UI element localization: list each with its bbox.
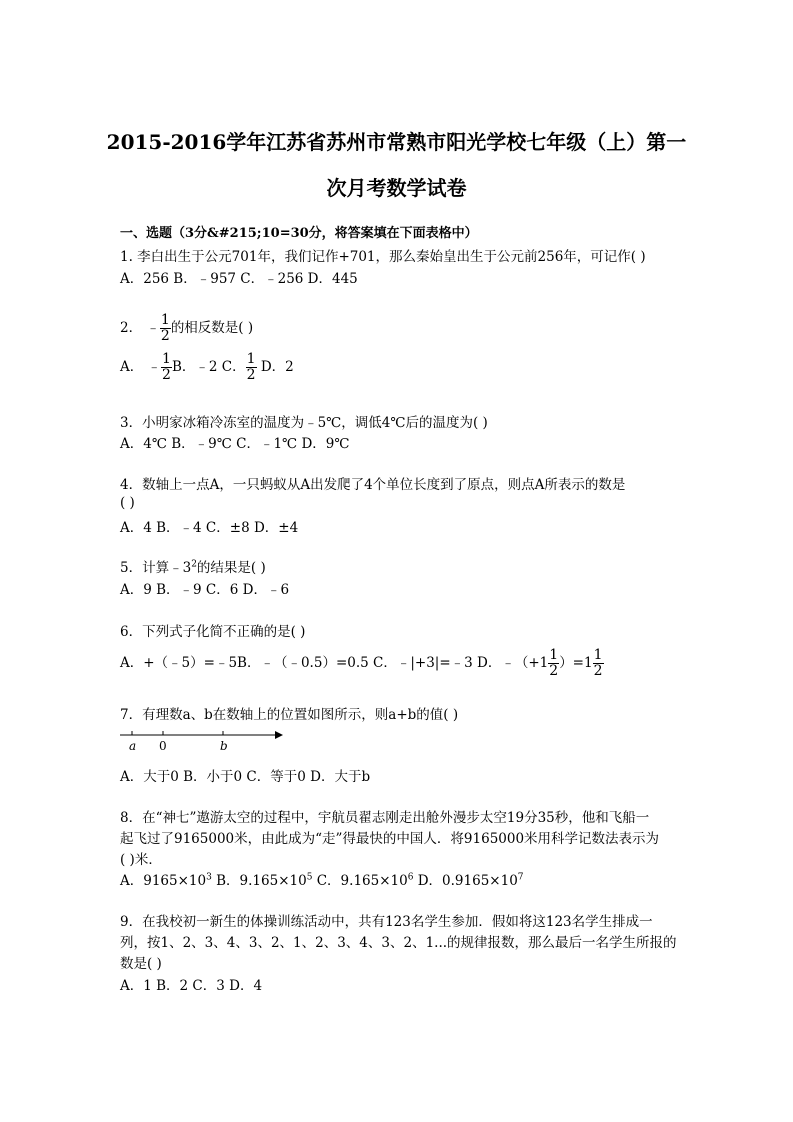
- q7-stem: 7．有理数a、b在数轴上的位置如图所示，则a+b的值( ): [120, 707, 459, 723]
- q8-options: A．$9165\times 10^3$ B．$9.165\times 10^5$ C．$9.165\times 10^6$ D．$0.9165\times 10^7$: [120, 872, 524, 889]
- q4-options: A．4 B．﹣4 C．±8 D．±4: [120, 520, 299, 536]
- q2-optD: D．2: [256, 359, 294, 375]
- q8-line3: ( )米．: [120, 852, 162, 868]
- q2-stem: [120, 313, 253, 344]
- page-title-line2: 次月考数学试卷: [326, 176, 467, 200]
- q2-frac-num: 1: [160, 312, 170, 328]
- label-a: a: [129, 739, 137, 753]
- label-b: b: [220, 739, 228, 753]
- section-heading: 一、选题（3分&#215;10=30分，将答案填在下面表格中）: [120, 226, 478, 241]
- q3-stem: 3．小明家冰箱冷冻室的温度为﹣5℃，调低4℃后的温度为( ): [120, 415, 488, 431]
- q2-optA-fraction: $\frac{1}{2}$: [162, 351, 171, 383]
- q2-optA: A． ﹣: [120, 359, 162, 375]
- number-line-figure: [120, 726, 290, 752]
- q9-options: A．1 B．2 C．3 D．4: [120, 978, 263, 994]
- q2-optC-fraction: $\frac{1}{2}$: [246, 351, 256, 383]
- q1-options: A．256 B．﹣957 C．﹣256 D．445: [120, 271, 358, 287]
- q4-cont: ( ): [120, 495, 135, 511]
- q5-stem: 5．计算$﹣3^2$的结果是( ): [120, 559, 266, 576]
- q4-stem: 4．数轴上一点A，一只蚂蚁从A出发爬了4个单位长度到了原点，则点A所表示的数是: [120, 477, 626, 493]
- q2-options: [120, 352, 294, 383]
- q2-optB: B．﹣2 C．: [171, 359, 246, 375]
- q9-line1: 9．在我校初一新生的体操训练活动中，共有123名学生参加．假如将这123名学生排成一: [120, 914, 653, 930]
- page-title-line1: 2015-2016学年江苏省苏州市常熟市阳光学校七年级（上）第一: [106, 130, 687, 154]
- q2-post: 的相反数是( ): [170, 320, 254, 336]
- q6-fraction-1: $\frac{1}{2}$: [549, 647, 559, 679]
- q9-line3: 数是( ): [120, 956, 162, 972]
- q2-fraction: [160, 313, 171, 344]
- q9-line2: 列，按1、2、3、4、3、2、1、2、3、4、3、2、1...的规律报数，那么最后一名学生所报的: [120, 935, 677, 951]
- q5-options: A．9 B．﹣9 C．6 D．﹣6: [120, 582, 290, 598]
- q2-pre: 2． ﹣: [120, 320, 160, 336]
- q1-stem: 1. 李白出生于公元701年，我们记作+701，那么秦始皇出生于公元前256年，可记作( ): [120, 249, 646, 265]
- q6-stem: 6．下列式子化简不正确的是( ): [120, 624, 306, 640]
- q3-options: A．4℃ B．﹣9℃ C．﹣1℃ D．9℃: [120, 436, 350, 452]
- q2-frac-den: 2: [160, 328, 170, 344]
- label-zero: 0: [159, 739, 167, 753]
- q8-line1: 8．在“神七”遨游太空的过程中，宇航员翟志刚走出舱外漫步太空19分35秒，他和飞船一: [120, 810, 650, 826]
- q5-exponent: 2: [191, 559, 197, 570]
- number-line-axis: [120, 726, 290, 740]
- q8-line2: 起飞过了9165000米，由此成为“走”得最快的中国人．将9165000米用科学记数法表示为: [120, 831, 660, 847]
- q7-options: A．大于0 B．小于0 C．等于0 D．大于b: [120, 769, 371, 785]
- q6-fraction-2: $\frac{1}{2}$: [593, 647, 603, 679]
- q6-options: A．+（﹣5）=﹣5B．﹣（﹣0.5）=0.5 C．﹣|+3|=﹣3 D．﹣（+1 $\frac{1}{2}$ ）=1 $\frac{1}{2}$: [120, 647, 603, 679]
